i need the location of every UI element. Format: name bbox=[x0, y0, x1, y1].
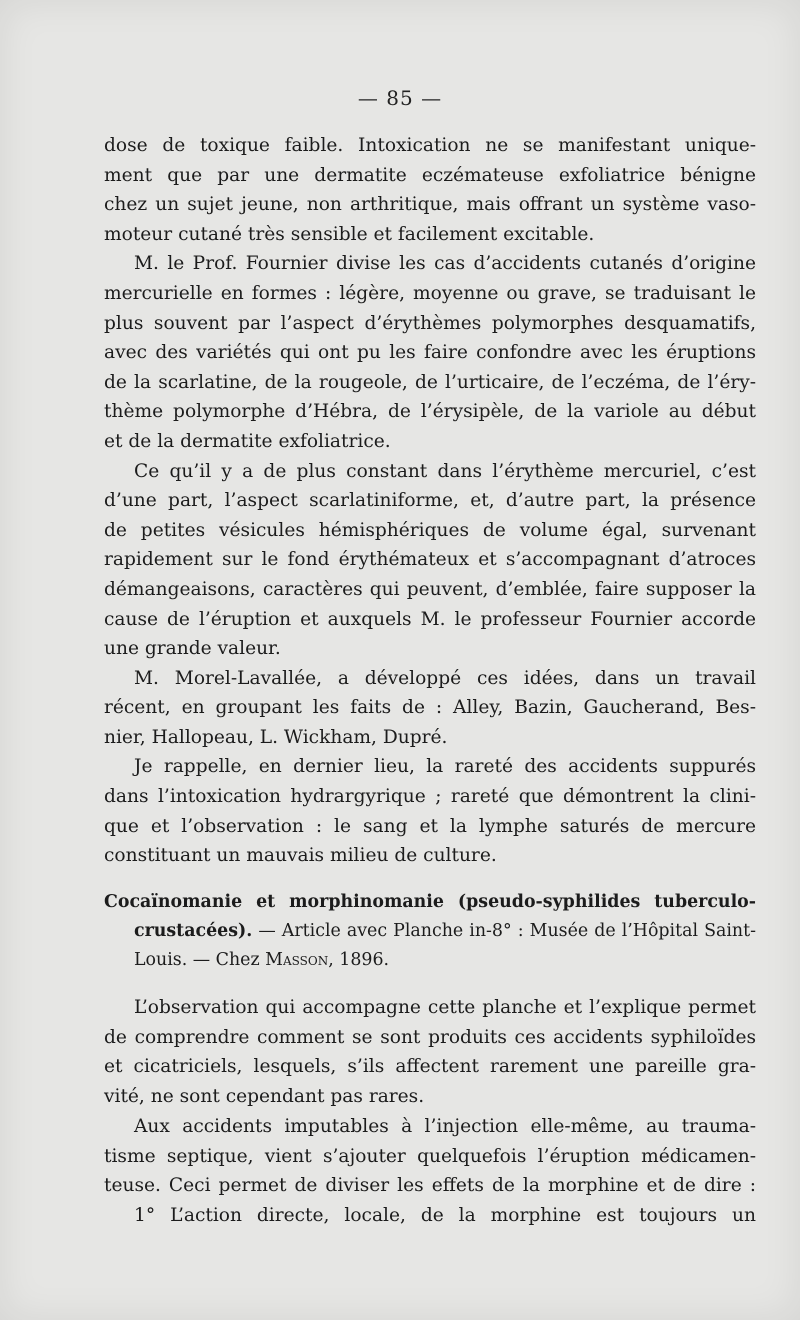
text-line: 1° L’action directe, locale, de la morphine est toujours un bbox=[134, 1204, 756, 1226]
text-line: L’observation qui accompagne cette planche et l’explique permet bbox=[134, 997, 756, 1018]
text-line: M. le Prof. Fournier divise les cas d’accidents cutanés d’origine bbox=[134, 253, 756, 275]
body-text-section-1 bbox=[104, 131, 756, 871]
reference-location: Louis. — Chez bbox=[134, 950, 266, 970]
text-line: Ce qu’il y a de plus constant dans l’érythème mercuriel, c’est bbox=[134, 460, 756, 482]
text-line: avec des variétés qui ont pu les faire confondre avec les éruptions bbox=[104, 342, 756, 364]
paragraph-8 bbox=[104, 1201, 756, 1231]
reference-details: — Article avec Planche in-8° : Musée de l’Hôpital Saint- bbox=[252, 921, 756, 941]
text-line: dans l’intoxication hydrargyrique ; rareté que démontrent la clini- bbox=[104, 786, 756, 808]
reference-line bbox=[104, 946, 756, 975]
text-line: mercurielle en formes : légère, moyenne ou grave, se traduisant le bbox=[104, 282, 756, 304]
text-line: d’une part, l’aspect scarlatiniforme, et, d’autre part, la présence bbox=[104, 490, 756, 512]
text-line: démangeaisons, caractères qui peuvent, d’emblée, faire supposer la bbox=[104, 578, 756, 600]
reference-title-cont: crustacées). bbox=[134, 921, 253, 941]
text-line: teuse. Ceci permet de diviser les effets de la morphine et de dire : bbox=[104, 1175, 756, 1197]
reference-year: , 1896. bbox=[328, 950, 390, 970]
text-line: M. Morel-Lavallée, a développé ces idées, dans un travail bbox=[134, 667, 756, 689]
text-line: de petites vésicules hémisphériques de volume égal, survenant bbox=[104, 519, 756, 541]
text-line: et de la dermatite exfoliatrice. bbox=[104, 430, 391, 452]
reference-line bbox=[104, 917, 756, 946]
text-line: constituant un mauvais milieu de culture. bbox=[104, 845, 497, 867]
reference-line bbox=[104, 888, 756, 917]
text-line: thème polymorphe d’Hébra, de l’érysipèle, de la variole au début bbox=[104, 401, 756, 423]
text-line: nier, Hallopeau, L. Wickham, Dupré. bbox=[104, 726, 448, 748]
text-line: dose de toxique faible. Intoxication ne se manifestant unique- bbox=[104, 135, 756, 156]
paragraph-1 bbox=[104, 131, 756, 249]
bibliographic-reference bbox=[104, 888, 756, 975]
paragraph-5 bbox=[104, 752, 756, 870]
text-line: Aux accidents imputables à l’injection elle-même, au trauma- bbox=[134, 1115, 756, 1137]
body-text-section-2 bbox=[104, 993, 756, 1231]
text-line: de comprendre comment se sont produits ces accidents syphiloïdes bbox=[104, 1026, 756, 1048]
text-line: récent, en groupant les faits de : Alley, Bazin, Gaucherand, Bes- bbox=[104, 697, 756, 719]
paragraph-3 bbox=[104, 457, 756, 664]
text-line: et cicatriciels, lesquels, s’ils affectent rarement une pareille gra- bbox=[104, 1056, 756, 1078]
paragraph-6 bbox=[104, 993, 756, 1112]
paragraph-2 bbox=[104, 249, 756, 456]
text-line: de la scarlatine, de la rougeole, de l’urticaire, de l’eczéma, de l’éry- bbox=[104, 371, 756, 393]
text-line: rapidement sur le fond érythémateux et s’accompagnant d’atroces bbox=[104, 549, 756, 571]
text-line: plus souvent par l’aspect d’érythèmes polymorphes desquamatifs, bbox=[104, 312, 756, 334]
reference-title: Cocaïnomanie et morphinomanie (pseudo-syphilides tuberculo- bbox=[104, 892, 756, 912]
text-line: Je rappelle, en dernier lieu, la rareté des accidents suppurés bbox=[134, 756, 756, 778]
text-line: chez un sujet jeune, non arthritique, mais offrant un système vaso- bbox=[104, 194, 756, 216]
text-line: vité, ne sont cependant pas rares. bbox=[104, 1086, 425, 1108]
text-line: ment que par une dermatite eczémateuse exfoliatrice bénigne bbox=[104, 164, 756, 186]
text-line: moteur cutané très sensible et facilement excitable. bbox=[104, 223, 595, 245]
page-number: — 85 — bbox=[357, 86, 443, 110]
text-line: que et l’observation : le sang et la lymphe saturés de mercure bbox=[104, 815, 756, 837]
text-line: tisme septique, vient s’ajouter quelquefois l’éruption médicamen- bbox=[104, 1145, 756, 1167]
text-line: une grande valeur. bbox=[104, 638, 281, 660]
reference-publisher: Masson bbox=[265, 950, 329, 970]
paragraph-7 bbox=[104, 1112, 756, 1201]
text-line: cause de l’éruption et auxquels M. le professeur Fournier accorde bbox=[104, 608, 756, 630]
paragraph-4 bbox=[104, 664, 756, 753]
